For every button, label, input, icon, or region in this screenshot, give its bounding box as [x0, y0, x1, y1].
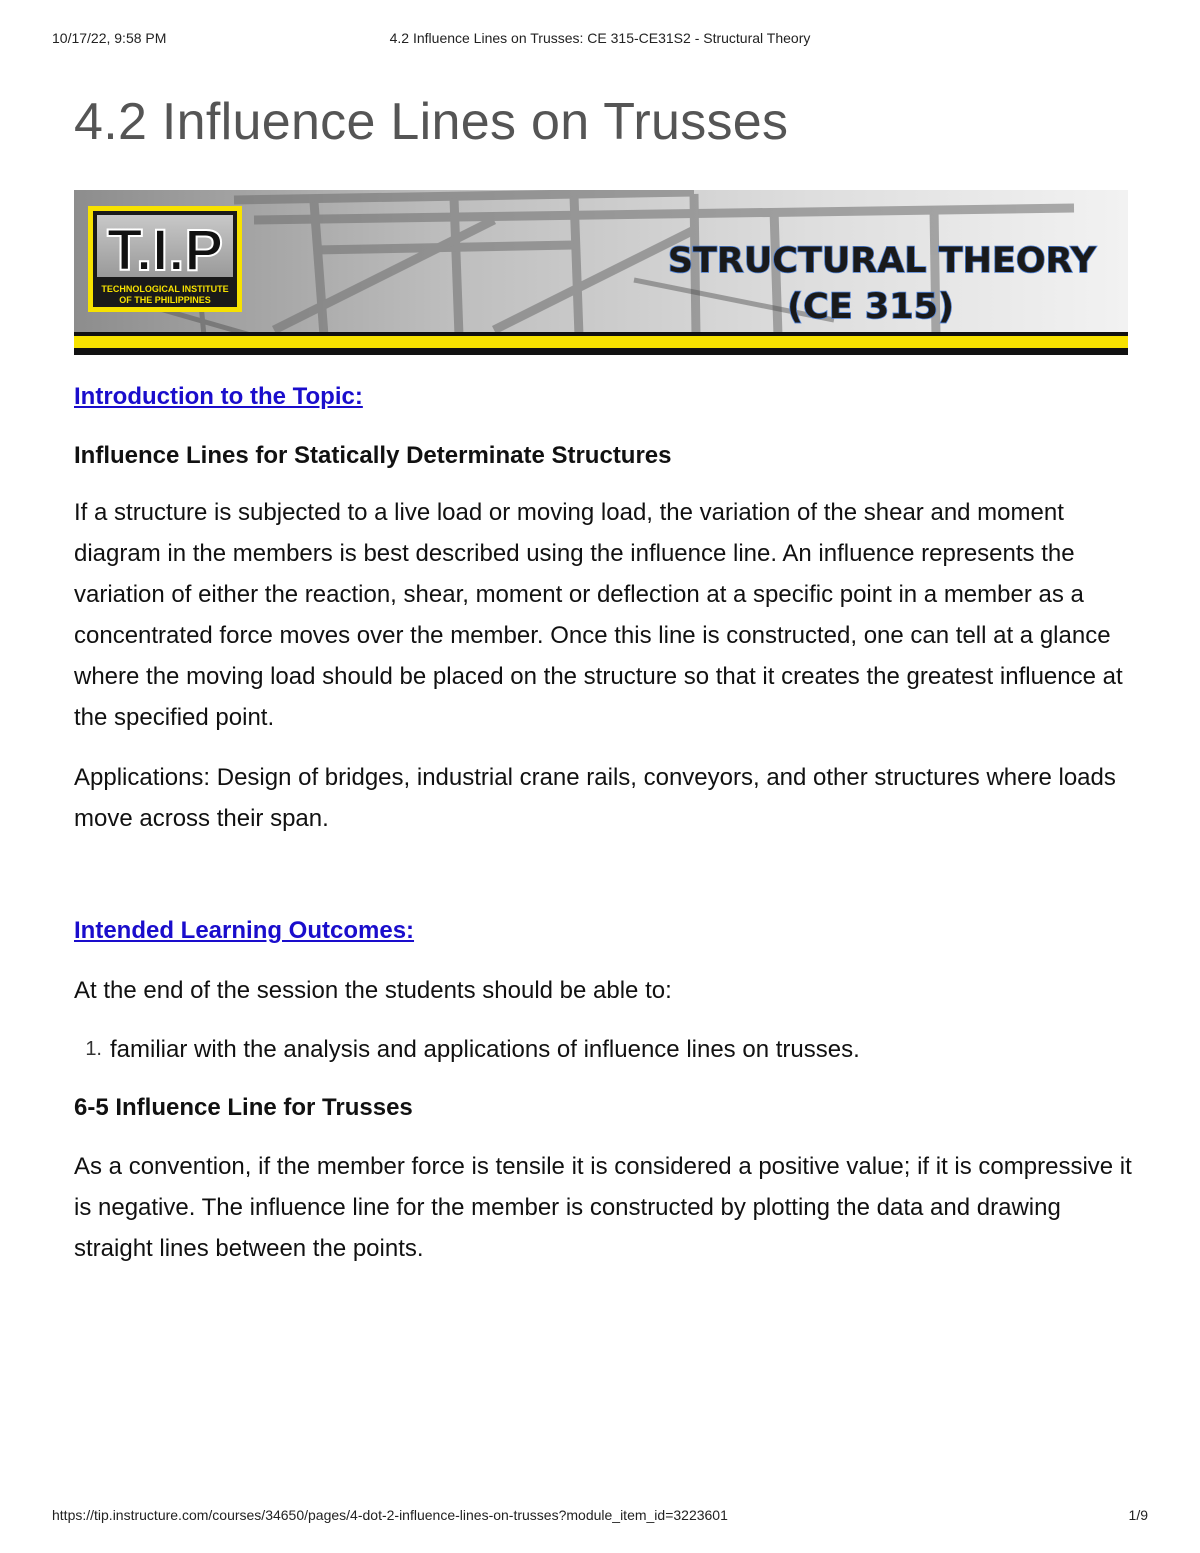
outcomes-heading-block	[74, 910, 1134, 951]
banner-yellow-stripe	[74, 336, 1128, 348]
print-document-title: 4.2 Influence Lines on Trusses: CE 315-CE31S2 - Structural Theory	[389, 30, 811, 46]
intro-subheading: Influence Lines for Statically Determinate Structures	[74, 442, 672, 469]
intro-paragraph-2: Applications: Design of bridges, industrial crane rails, conveyors, and other structures where loads move across their span.	[74, 764, 1116, 832]
course-banner-graphic	[74, 190, 1128, 356]
outcomes-lead-block	[74, 970, 1134, 1011]
logo-subtitle-2: OF THE PHILIPPINES	[119, 295, 211, 305]
outcomes-lead: At the end of the session the students should be able to:	[74, 977, 672, 1004]
list-item	[72, 1029, 1132, 1070]
banner-bottom-black-stripe	[74, 348, 1128, 355]
intro-paragraph-2-block	[74, 757, 1134, 839]
section-6-5-paragraph-block	[74, 1146, 1134, 1269]
print-url: https://tip.instructure.com/courses/34650/pages/4-dot-2-influence-lines-on-trusses?module_item_id=3223601	[52, 1507, 728, 1523]
logo-text: T.I.P	[106, 218, 224, 283]
intro-heading-link[interactable]: Introduction to the Topic:	[74, 383, 363, 410]
page-title: 4.2 Influence Lines on Trusses	[74, 93, 789, 151]
print-timestamp: 10/17/22, 9:58 PM	[52, 30, 167, 46]
section-6-5-paragraph: As a convention, if the member force is tensile it is considered a positive value; if it is compressive it is negative. The influence line for the member is constructed by plotting the data and drawing straight lines between the points.	[74, 1153, 1132, 1262]
banner-course-code: (CE 315)	[787, 287, 954, 327]
list-item-text: familiar with the analysis and applications of influence lines on trusses.	[110, 1036, 860, 1063]
intro-subheading-block	[74, 435, 1134, 476]
outcomes-heading-link[interactable]: Intended Learning Outcomes:	[74, 917, 415, 944]
outcomes-list	[72, 1029, 1132, 1070]
tip-logo	[88, 206, 242, 312]
section-6-5-heading-block	[74, 1087, 1134, 1128]
intro-paragraph-1-block	[74, 492, 1134, 738]
list-item-number: 1.	[85, 1038, 102, 1060]
banner-black-stripe	[74, 332, 1128, 336]
logo-subtitle-1: TECHNOLOGICAL INSTITUTE	[101, 284, 229, 294]
section-6-5-heading: 6-5 Influence Line for Trusses	[74, 1094, 413, 1121]
intro-section	[74, 376, 1134, 417]
print-page-number: 1/9	[1128, 1507, 1148, 1523]
outcomes-list-block	[72, 1029, 1132, 1070]
intro-paragraph-1: If a structure is subjected to a live load or moving load, the variation of the shear and moment diagram in the members is best described using the influence line. An influence represents the variation of either the reaction, shear, moment or deflection at a specific point in a member as a concentrated force moves over the member. Once this line is constructed, one can tell at a glance where the moving load should be placed on the structure so that it creates the greatest influence at the specified point.	[74, 499, 1123, 731]
course-banner-image	[74, 190, 1128, 356]
banner-course-title: STRUCTURAL THEORY	[667, 241, 1096, 281]
